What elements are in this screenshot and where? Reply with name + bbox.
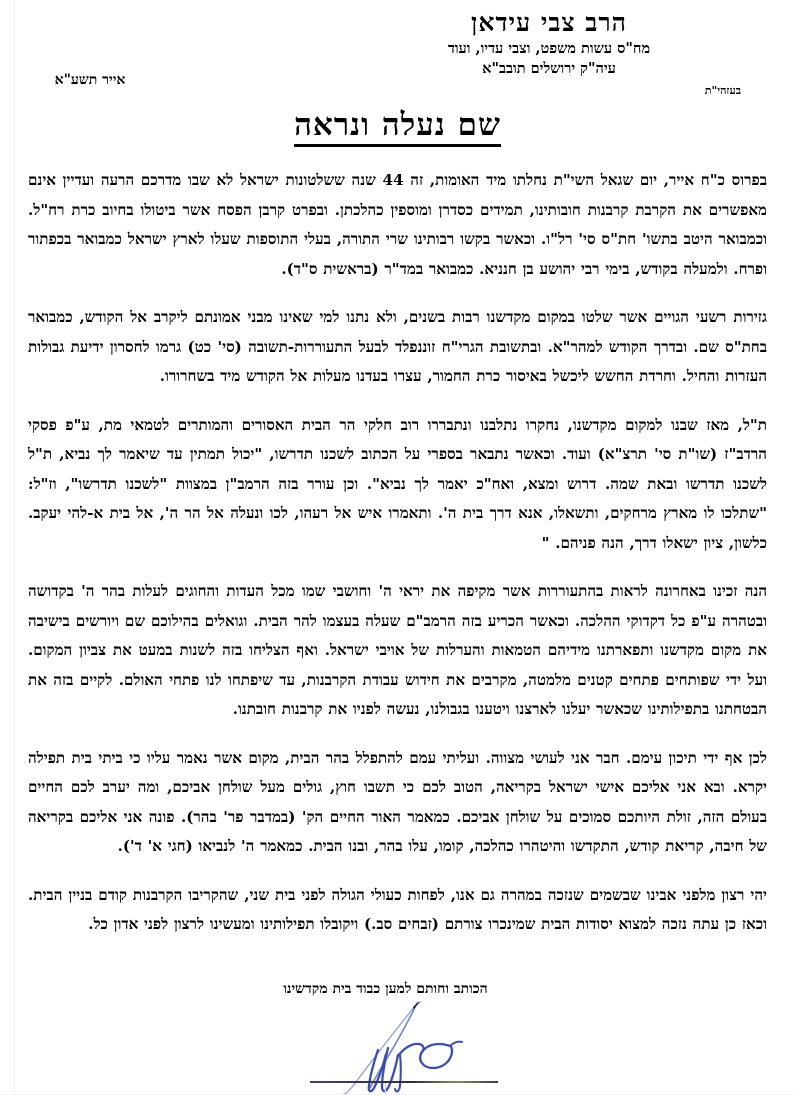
body-paragraph: הנה זכינו באחרונה לראות בהתעוררות אשר מקיפה את יראי ה' וחושבי שמו מכל העדות והחוגים לעלות בהר ה' בקדושה ובטהרה ע"פ כל דקדוקי ההלכה. וכאשר הכריע בזה הרמב"ם שעלה בעצמו להר הבית. וגואלים בהילוכם שם ויורשים בישיבה את מקום מקדשנו ותפארתנו מידיהם הטמאות והערלות של אויבי ישראל. ואף הצליחו בזה לשנות במעט את צביון המקום. ועל ידי שפותחים פתחים קטנים מלמטה, מקרבים את חידוש עבודת הקרבנות, עד שיפתחו לנו פתחי האולם. לקיים בזה את הבטחתנו בתפילותינו שכאשר יעלנו לארצנו ויטענו בגבולנו, נעשה לפניו את קרבנות חובתנו. — [28, 582, 767, 718]
letterhead-subtitle-line-2: עיה"ק ירושלים תובב"א — [482, 60, 616, 78]
body-paragraph: יהי רצון מלפני אבינו שבשמים שנזכה במהרה גם אנו, לפחות כעולי הגולה לפני בית שני, שהקריבו הקרבנות קודם בניין הבית. וכאז כן עתה נזכה למצוא יסודות הבית שמינכרו צורתם (זבחים סב.) ויקובלו תפילותינו ומעשינו לרצון לפני אדון כל. — [28, 885, 767, 933]
body-paragraph: ת"ל, מאז שבנו למקום מקדשנו, נחקרו נתלבנו ונתבררו רוב חלקי הר הבית האסורים והמותרים לטמאי מת, ע"פ פסקי הרדב"ז (שו"ת סי' תרצ"א) ועוד. וכאשר נתבאר בספרי על הכתוב לשכנו תדרשו, "יכול תמתין עד שיאמר לך נביא, ת"ל לשכנו תדרשו ובאת שמה. דרוש ומצא, ואח"כ יאמר לך נביא". וכן עורר בזה הרמב"ן במצוות "לשכנו תדרשו", וז"ל: "שתלכו לו מארץ מרחקים, ותשאלו, אנא דרך בית ה'. ותאמרו איש אל רעהו, לכו ונעלה אל הר ה', אל בית א-להי יעקב. כלשון, ציון ישאלו דרך, הנה פניהם. " — [28, 415, 767, 552]
besiyata-dishmaya-note: בעזהי"ת — [704, 84, 741, 97]
scan-edge-left — [14, 0, 15, 1095]
signature-block — [0, 978, 795, 998]
letter-body — [28, 166, 767, 940]
signature-caption: הכותב וחותם למען כבוד בית מקדשינו — [283, 981, 488, 997]
letterhead — [339, 8, 759, 80]
letterhead-name: הרב צבי עידאן — [471, 8, 627, 37]
hebrew-date: אייר תשע"א — [54, 72, 126, 88]
page-title: שם נעלה ונראה — [294, 108, 501, 147]
page-title-wrapper — [0, 108, 795, 147]
body-paragraph: בפרוס כ"ח אייר, יום שגאל השי"ת נחלתו מיד האומות, זה 44 שנה ששלטונות ישראל לא שבו מדרכם הרעה ועדיין אינם מאפשרים את הקרבת קרבנות חובותינו, תמידים כסדרן ומוספין כהלכתן. ובפרט קרבן הפסח אשר ביטולו בחיוב כרת רח"ל. וכמבואר היטב בתשו' חת"ס סי' רל"ו. וכאשר בקשו רבותינו שרי התורה, בעלי התוספות שעלו לארץ ישראל כמבואר בכפתור ופרח. ולמעלה בקודש, בימי רבי יהושע בן חנניא. כמבואר במד"ר (בראשית ס"ד). — [28, 171, 767, 278]
handwritten-signature — [300, 998, 520, 1094]
signature-rule — [310, 1081, 498, 1083]
body-paragraph: גזירות רשעי הגויים אשר שלטו במקום מקדשנו רבות בשנים, ולא נתנו למי שאינו מבני אמונתם ליקרב אל הקודש, כמבואר בחת"ס שם. ובדרך הקודש למהר"א. ובתשובת הגרי"ח זוננפלד לבעל התעוררות-תשובה (סי' כט) גרמו לחסרון ידיעת גבולות העזרות והחיל. וחרדת החשש ליכשל באיסור כרת החמור, עצרו בעדנו מעלות אל הקודש מיד בשחרורו. — [28, 308, 767, 385]
letterhead-subtitle-line-1: מח"ס עשות משפט, וצבי עדיו, ועוד — [447, 39, 651, 57]
body-paragraph: לכן אף ידי תיכון עימם. חבר אני לעושי מצווה. ועליתי עמם להתפלל בהר הבית, מקום אשר נאמר עליו כי ביתי בית תפילה יקרא. ובא אני אליכם אישי ישראל בקריאה, הטוב לכם כי תשבו חוץ, גולים מעל שולחן אביכם, ומה יערב לכם החיים בעולם הזה, זולת היותכם סמוכים על שולחן אביכם. כמאמר האור החיים הק' (במדבר פר' בהר). פונה אני אליכם בקריאה של חיבה, קריאת קודש, התקדשו והיטהרו כהלכה, קומו, עלו בהר, ובנו הבית. כמאמר ה' לנביאו (חגי א' ד'). — [28, 748, 767, 855]
